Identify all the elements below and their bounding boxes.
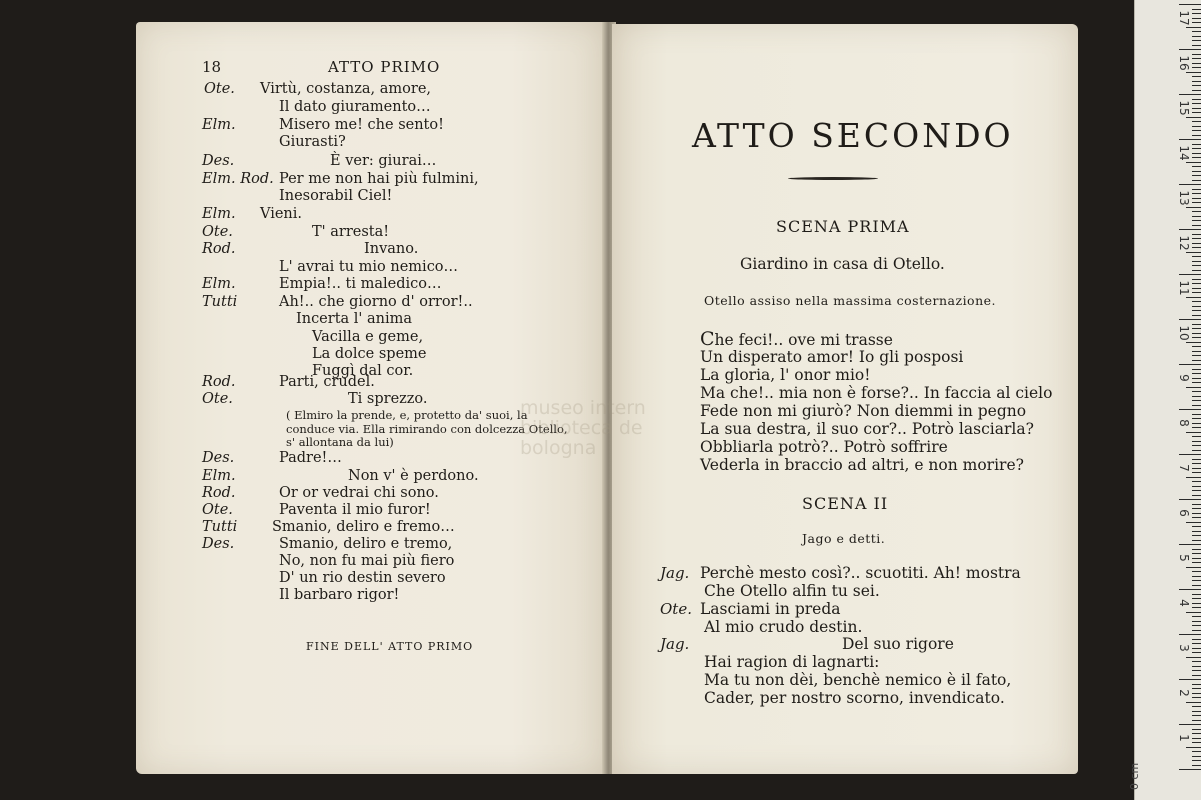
- ruler-number: 3: [1177, 644, 1191, 652]
- measurement-ruler: [1128, 0, 1201, 800]
- page-number: 18: [202, 58, 222, 76]
- ruler-tick: [1192, 54, 1201, 55]
- ruler-tick: [1192, 616, 1201, 617]
- verse-line: Hai ragion di lagnarti:: [704, 653, 880, 671]
- stage-direction: Jago e detti.: [802, 531, 886, 546]
- ruler-tick: [1192, 603, 1201, 604]
- ruler-number: 12: [1177, 235, 1191, 251]
- verse-line: Ma tu non dèi, benchè nemico è il fato,: [704, 671, 1012, 689]
- verse-line: Incerta l' anima: [296, 311, 413, 327]
- ruler-number: 13: [1177, 190, 1191, 206]
- ruler-tick: [1192, 58, 1201, 59]
- ruler-tick: [1192, 337, 1201, 338]
- ruler-tick: [1192, 711, 1201, 712]
- verse-line: Lasciami in preda: [700, 600, 841, 618]
- ruler-tick: [1179, 634, 1201, 635]
- ruler-tick: [1192, 481, 1201, 482]
- ruler-tick: [1179, 229, 1201, 230]
- ruler-number: 2: [1177, 689, 1191, 697]
- ruler-tick: [1192, 445, 1201, 446]
- ruler-tick: [1192, 733, 1201, 734]
- ruler-tick: [1192, 607, 1201, 608]
- ruler-tick: [1192, 198, 1201, 199]
- ruler-tick: [1192, 531, 1201, 532]
- ruler-tick: [1192, 738, 1201, 739]
- ruler-tick: [1192, 558, 1201, 559]
- ruler-tick: [1192, 130, 1201, 131]
- stage-direction: Otello assiso nella massima costernazione.: [704, 293, 997, 308]
- ruler-tick: [1192, 486, 1201, 487]
- ruler-tick: [1192, 288, 1201, 289]
- ruler-tick: [1192, 315, 1201, 316]
- ruler-tick: [1192, 103, 1201, 104]
- ruler-number: 9: [1177, 374, 1191, 382]
- speaker-label: Rod.: [202, 485, 236, 501]
- ruler-tick: [1192, 639, 1201, 640]
- verse-line: Smanio, deliro e tremo,: [279, 536, 453, 552]
- ruler-tick: [1192, 391, 1201, 392]
- drop-initial: C: [700, 328, 715, 350]
- ruler-tick: [1192, 283, 1201, 284]
- verse-line: È ver: giurai…: [330, 153, 437, 169]
- ruler-tick: [1192, 31, 1201, 32]
- ruler-tick: [1192, 760, 1201, 761]
- speaker-label: Ote.: [660, 600, 692, 618]
- verse-line: Del suo rigore: [842, 635, 954, 653]
- ruler-tick: [1192, 171, 1201, 172]
- ruler-tick: [1192, 220, 1201, 221]
- ruler-unit: 0 cm: [1128, 762, 1141, 790]
- ruler-tick: [1192, 472, 1201, 473]
- verse-line: Ti sprezzo.: [348, 391, 428, 407]
- ruler-tick: [1192, 180, 1201, 181]
- verse-line: Ma che!.. mia non è forse?.. In faccia al cielo: [700, 384, 1053, 402]
- ruler-tick: [1192, 81, 1201, 82]
- verse-line: La dolce speme: [312, 346, 427, 362]
- ruler-tick: [1192, 189, 1201, 190]
- ruler-tick: [1192, 513, 1201, 514]
- ruler-tick: [1192, 373, 1201, 374]
- ruler-tick: [1192, 396, 1201, 397]
- ruler-tick: [1192, 369, 1201, 370]
- verse-line: Cader, per nostro scorno, invendicato.: [704, 689, 1005, 707]
- ruler-tick: [1192, 405, 1201, 406]
- ruler-tick: [1192, 571, 1201, 572]
- ruler-tick: [1192, 256, 1201, 257]
- scene-title: SCENA PRIMA: [776, 217, 910, 236]
- ruler-number: 15: [1177, 100, 1191, 116]
- verse-line: Vieni.: [260, 206, 303, 222]
- ruler-tick: [1192, 126, 1201, 127]
- ruler-tick: [1192, 85, 1201, 86]
- ruler-tick: [1192, 463, 1201, 464]
- ruler-tick: [1192, 346, 1201, 347]
- verse-line: Fede non mi giurò? Non diemmi in pegno: [700, 402, 1027, 420]
- ruler-tick: [1192, 9, 1201, 10]
- act-title: ATTO SECONDO: [692, 116, 1014, 155]
- verse-line: Vacilla e geme,: [312, 329, 424, 345]
- speaker-label: Elm.: [202, 276, 236, 292]
- ruler-tick: [1192, 427, 1201, 428]
- verse-line: [700, 328, 893, 350]
- ruler-tick: [1192, 508, 1201, 509]
- ruler-tick: [1192, 261, 1201, 262]
- scene-title: SCENA II: [802, 494, 889, 513]
- ruler-tick: [1192, 535, 1201, 536]
- ruler-tick: [1179, 544, 1201, 545]
- verse-line: Obbliarla potrò?.. Potrò soffrire: [700, 438, 948, 456]
- speaker-label: Jag.: [660, 564, 690, 582]
- ruler-tick: [1179, 49, 1201, 50]
- ruler-tick: [1179, 409, 1201, 410]
- ruler-tick: [1192, 540, 1201, 541]
- speaker-label: Tutti: [202, 294, 238, 310]
- ruler-tick: [1192, 225, 1201, 226]
- verse-line: Un disperato amor! Io gli posposi: [700, 348, 964, 366]
- speaker-label: Elm. Rod.: [202, 171, 274, 187]
- ruler-tick: [1192, 517, 1201, 518]
- ruler-tick: [1192, 652, 1201, 653]
- speaker-label: Elm.: [202, 117, 236, 133]
- ruler-tick: [1192, 144, 1201, 145]
- ruler-number: 8: [1177, 419, 1191, 427]
- speaker-label: Des.: [202, 450, 235, 466]
- ruler-tick: [1192, 688, 1201, 689]
- ruler-tick: [1192, 720, 1201, 721]
- ruler-tick: [1192, 243, 1201, 244]
- verse-line: Padre!…: [279, 450, 342, 466]
- verse-line: La sua destra, il suo cor?.. Potrò lasciarla?: [700, 420, 1034, 438]
- ruler-tick: [1179, 184, 1201, 185]
- ornamental-rule: [788, 177, 878, 180]
- ruler-number: 4: [1177, 599, 1191, 607]
- ruler-tick: [1192, 247, 1201, 248]
- ruler-tick: [1192, 301, 1201, 302]
- verse-line: No, non fu mai più fiero: [279, 553, 455, 569]
- ruler-number: 1: [1177, 734, 1191, 742]
- ruler-tick: [1192, 666, 1201, 667]
- ruler-tick: [1192, 549, 1201, 550]
- ruler-tick: [1192, 643, 1201, 644]
- ruler-tick: [1192, 580, 1201, 581]
- speaker-label: Des.: [202, 536, 235, 552]
- ruler-tick: [1192, 90, 1201, 91]
- watermark-line: bologna: [520, 437, 597, 459]
- ruler-tick: [1179, 679, 1201, 680]
- ruler-tick: [1192, 553, 1201, 554]
- stage-direction: ( Elmiro la prende, e, protetto da' suoi, la conduce via. Ella rimirando con dolcezza Otello, s' allontana da lui): [286, 408, 568, 449]
- watermark-line: museo intern: [520, 397, 646, 419]
- running-head: ATTO PRIMO: [328, 58, 441, 76]
- ruler-tick: [1192, 670, 1201, 671]
- ruler-tick: [1192, 621, 1201, 622]
- ruler-tick: [1192, 175, 1201, 176]
- ruler-tick: [1192, 40, 1201, 41]
- ruler-tick: [1192, 351, 1201, 352]
- ruler-tick: [1192, 495, 1201, 496]
- ruler-tick: [1192, 562, 1201, 563]
- ruler-number: 10: [1177, 325, 1191, 341]
- ruler-tick: [1179, 319, 1201, 320]
- ruler-tick: [1192, 756, 1201, 757]
- ruler-tick: [1192, 661, 1201, 662]
- ruler-tick: [1192, 697, 1201, 698]
- ruler-tick: [1192, 324, 1201, 325]
- ruler-tick: [1192, 729, 1201, 730]
- ruler-tick: [1192, 715, 1201, 716]
- ruler-tick: [1192, 157, 1201, 158]
- ruler-tick: [1192, 765, 1201, 766]
- ruler-number: 5: [1177, 554, 1191, 562]
- ruler-tick: [1192, 328, 1201, 329]
- ruler-tick: [1192, 63, 1201, 64]
- ruler-tick: [1179, 769, 1201, 770]
- ruler-tick: [1179, 724, 1201, 725]
- ruler-tick: [1192, 135, 1201, 136]
- ruler-tick: [1192, 625, 1201, 626]
- verse-line: Non v' è perdono.: [348, 468, 479, 484]
- ruler-tick: [1192, 292, 1201, 293]
- verse-line: Che Otello alfin tu sei.: [704, 582, 880, 600]
- verse-line: Perchè mesto così?.. scuotiti. Ah! mostra: [700, 564, 1021, 582]
- verse-line: Virtù, costanza, amore,: [260, 81, 432, 97]
- ruler-tick: [1192, 468, 1201, 469]
- ruler-tick: [1179, 454, 1201, 455]
- verse-line: Il dato giuramento…: [279, 99, 431, 115]
- ruler-tick: [1179, 4, 1201, 5]
- verse-line: Inesorabil Ciel!: [279, 188, 393, 204]
- ruler-tick: [1192, 153, 1201, 154]
- ruler-tick: [1192, 400, 1201, 401]
- ruler-number: 16: [1177, 55, 1191, 71]
- ruler-tick: [1192, 459, 1201, 460]
- library-watermark: [520, 398, 646, 458]
- ruler-tick: [1192, 441, 1201, 442]
- verse-line: Per me non hai più fulmini,: [279, 171, 479, 187]
- verse-line: Parti, crudel.: [279, 374, 375, 390]
- ruler-tick: [1192, 504, 1201, 505]
- ruler-tick: [1192, 270, 1201, 271]
- ruler-tick: [1192, 193, 1201, 194]
- scene-setting: Giardino in casa di Otello.: [740, 255, 945, 273]
- ruler-tick: [1192, 490, 1201, 491]
- verse-line: Giurasti?: [279, 134, 346, 150]
- ruler-tick: [1192, 684, 1201, 685]
- ruler-tick: [1192, 598, 1201, 599]
- ruler-tick: [1192, 526, 1201, 527]
- ruler-tick: [1192, 360, 1201, 361]
- ruler-number: 6: [1177, 509, 1191, 517]
- ruler-tick: [1192, 99, 1201, 100]
- ruler-number: 17: [1177, 10, 1191, 26]
- ruler-tick: [1192, 742, 1201, 743]
- verse-line: D' un rio destin severo: [279, 570, 446, 586]
- ruler-number: 11: [1177, 280, 1191, 296]
- ruler-tick: [1192, 121, 1201, 122]
- ruler-tick: [1192, 108, 1201, 109]
- ruler-tick: [1192, 648, 1201, 649]
- verse-line: Smanio, deliro e fremo…: [272, 519, 455, 535]
- ruler-tick: [1192, 378, 1201, 379]
- verse-line: Al mio crudo destin.: [704, 618, 863, 636]
- ruler-tick: [1192, 450, 1201, 451]
- ruler-tick: [1192, 13, 1201, 14]
- ruler-tick: [1192, 706, 1201, 707]
- ruler-tick: [1192, 310, 1201, 311]
- ruler-tick: [1192, 414, 1201, 415]
- ruler-tick: [1192, 238, 1201, 239]
- ruler-tick: [1192, 355, 1201, 356]
- ruler-tick: [1179, 499, 1201, 500]
- ruler-tick: [1192, 418, 1201, 419]
- speaker-label: Ote.: [202, 391, 233, 407]
- ruler-number: 7: [1177, 464, 1191, 472]
- watermark-line: biblioteca de: [520, 417, 643, 439]
- ruler-tick: [1192, 576, 1201, 577]
- speaker-label: Tutti: [202, 519, 238, 535]
- speaker-label: Ote.: [202, 224, 233, 240]
- verse-line: Il barbaro rigor!: [279, 587, 400, 603]
- ruler-tick: [1179, 94, 1201, 95]
- ruler-tick: [1192, 436, 1201, 437]
- speaker-label: Rod.: [202, 374, 236, 390]
- verse-line: Misero me! che sento!: [279, 117, 444, 133]
- ruler-tick: [1192, 18, 1201, 19]
- ruler-tick: [1192, 216, 1201, 217]
- ruler-tick: [1192, 333, 1201, 334]
- speaker-label: Ote.: [204, 81, 235, 97]
- ruler-tick: [1192, 148, 1201, 149]
- speaker-label: Elm.: [202, 206, 236, 222]
- verse-line: Ah!.. che giorno d' orror!..: [279, 294, 473, 310]
- right-page: [612, 24, 1078, 774]
- ruler-tick: [1179, 139, 1201, 140]
- ruler-tick: [1179, 274, 1201, 275]
- verse-line-text: he feci!.. ove mi trasse: [714, 331, 893, 349]
- ruler-tick: [1192, 585, 1201, 586]
- ruler-tick: [1192, 211, 1201, 212]
- speaker-label: Jag.: [660, 635, 690, 653]
- verse-line: L' avrai tu mio nemico…: [279, 259, 459, 275]
- ruler-tick: [1192, 202, 1201, 203]
- ruler-number: 14: [1177, 145, 1191, 161]
- ruler-tick: [1192, 265, 1201, 266]
- verse-line: La gloria, l' onor mio!: [700, 366, 871, 384]
- speaker-label: Elm.: [202, 468, 236, 484]
- ruler-tick: [1192, 382, 1201, 383]
- end-of-act-note: FINE DELL' ATTO PRIMO: [306, 640, 474, 653]
- ruler-tick: [1192, 751, 1201, 752]
- ruler-tick: [1179, 364, 1201, 365]
- ruler-tick: [1192, 112, 1201, 113]
- verse-line: Or or vedrai chi sono.: [279, 485, 439, 501]
- speaker-label: Des.: [202, 153, 235, 169]
- verse-line: Empia!.. ti maledico…: [279, 276, 442, 292]
- ruler-tick: [1192, 693, 1201, 694]
- verse-line: Vederla in braccio ad altri, e non morire?: [700, 456, 1024, 474]
- ruler-tick: [1192, 22, 1201, 23]
- ruler-tick: [1192, 234, 1201, 235]
- ruler-tick: [1179, 589, 1201, 590]
- ruler-tick: [1192, 423, 1201, 424]
- speaker-label: Ote.: [202, 502, 233, 518]
- verse-line: T' arresta!: [312, 224, 390, 240]
- ruler-tick: [1192, 279, 1201, 280]
- ruler-tick: [1192, 36, 1201, 37]
- speaker-label: Rod.: [202, 241, 236, 257]
- verse-line: Fuggì dal cor.: [312, 363, 414, 379]
- ruler-tick: [1192, 675, 1201, 676]
- ruler-tick: [1192, 45, 1201, 46]
- ruler-tick: [1192, 594, 1201, 595]
- ruler-tick: [1192, 166, 1201, 167]
- ruler-tick: [1192, 630, 1201, 631]
- verse-line: Invano.: [364, 241, 419, 257]
- ruler-tick: [1192, 76, 1201, 77]
- ruler-tick: [1192, 67, 1201, 68]
- verse-line: Paventa il mio furor!: [279, 502, 431, 518]
- ruler-tick: [1192, 306, 1201, 307]
